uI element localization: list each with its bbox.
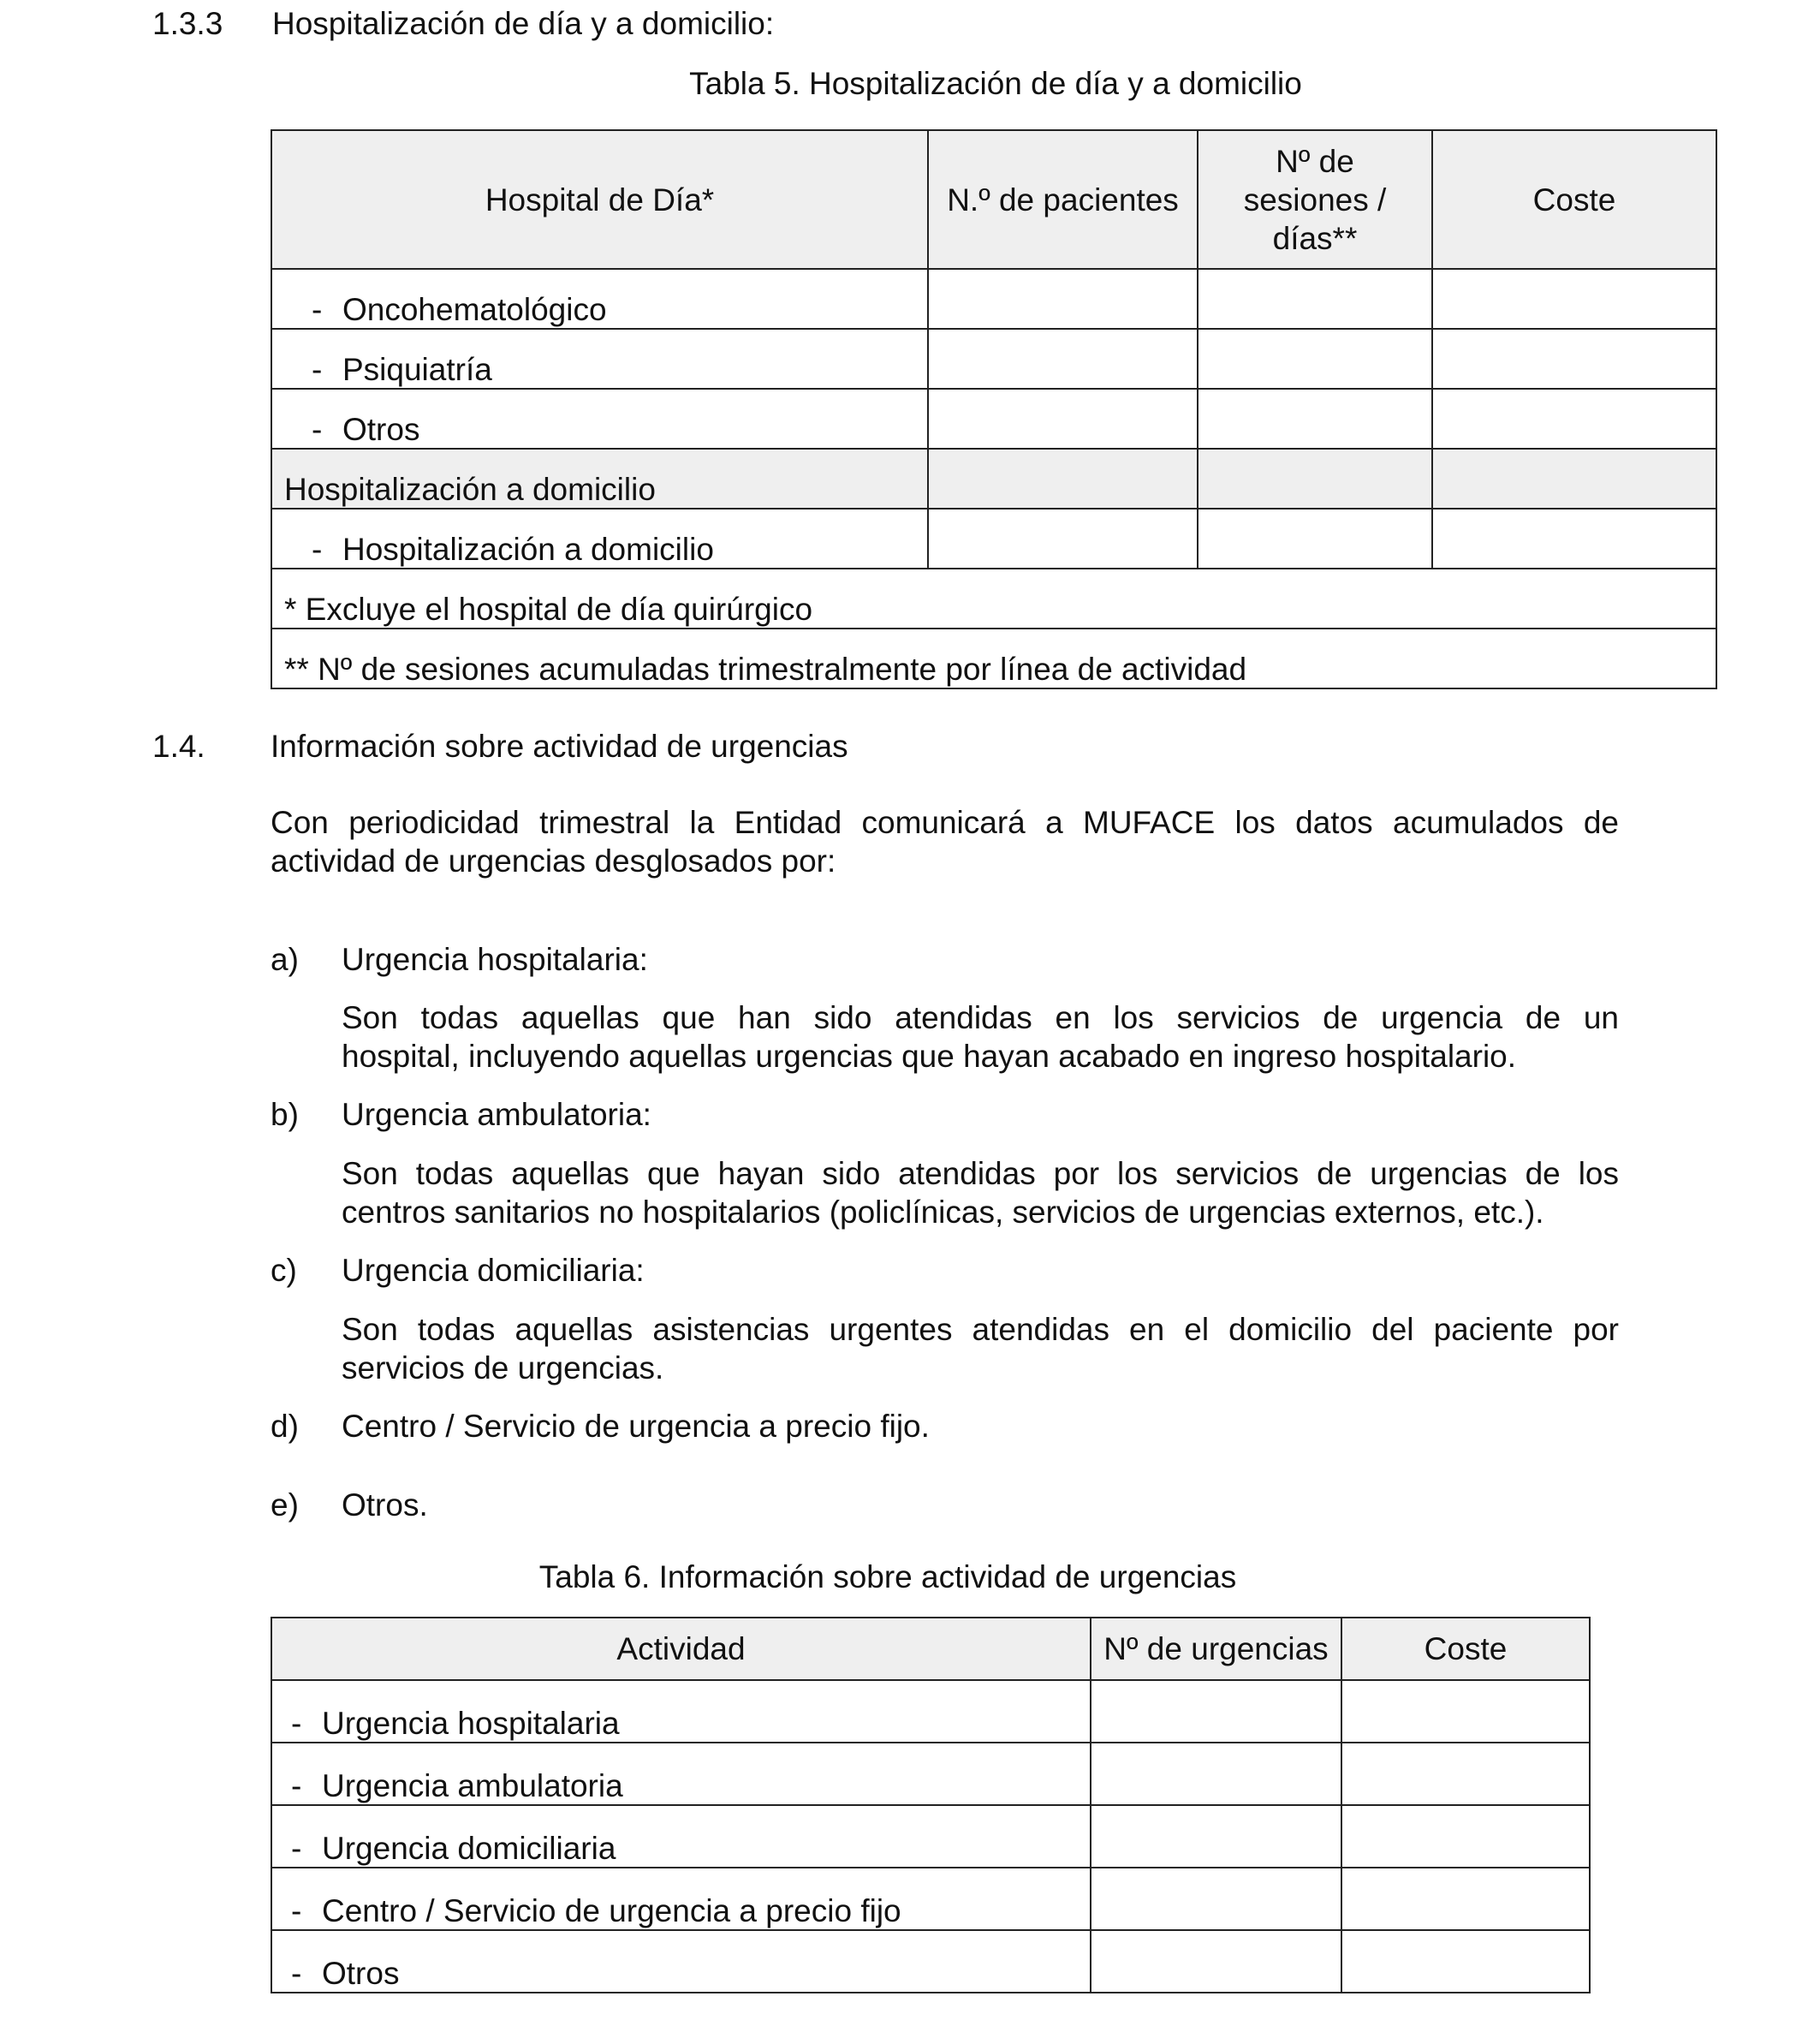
table-group-row (271, 449, 1716, 509)
row-label (271, 1805, 1091, 1868)
table-row (271, 269, 1716, 329)
dash-marker: - (312, 352, 323, 387)
table-cell (1341, 1868, 1590, 1930)
row-label-text: Urgencia domiciliaria (322, 1831, 616, 1866)
table-cell (1198, 329, 1432, 389)
paragraph-line: actividad de urgencias desglosados por: (271, 843, 836, 879)
table-row (271, 329, 1716, 389)
list-item-title: Centro / Servicio de urgencia a precio fijo. (342, 1409, 930, 1444)
column-header: Coste (1341, 1618, 1590, 1680)
row-label-text: Hospitalización a domicilio (342, 532, 714, 567)
list-item-letter: a) (271, 942, 299, 977)
table-cell (1432, 389, 1716, 449)
table-cell (1341, 1805, 1590, 1868)
list-item-letter: c) (271, 1253, 297, 1288)
table-cell (1432, 509, 1716, 569)
table-cell (928, 329, 1198, 389)
row-label (271, 269, 928, 329)
dash-marker: - (291, 1706, 302, 1741)
list-item-letter: b) (271, 1097, 299, 1132)
section-title: Información sobre actividad de urgencias (271, 729, 848, 764)
table-cell (1091, 1680, 1341, 1743)
table-header-row (271, 130, 1716, 269)
table-note: * Excluye el hospital de día quirúrgico (271, 569, 1716, 629)
list-item-letter: e) (271, 1487, 299, 1523)
table-cell (1341, 1743, 1590, 1805)
section-title: Hospitalización de día y a domicilio: (272, 6, 775, 41)
table-row (271, 389, 1716, 449)
table-header-row (271, 1618, 1590, 1680)
table-cell (1198, 269, 1432, 329)
dash-marker: - (291, 1831, 302, 1866)
list-item-description: Son todas aquellas que hayan sido atendidas por los servicios de urgencias de los (342, 1156, 1619, 1191)
row-label (271, 389, 928, 449)
table-cell (1091, 1868, 1341, 1930)
row-label (271, 1930, 1091, 1993)
dash-marker: - (291, 1768, 302, 1803)
table-row (271, 1868, 1590, 1930)
list-item-description: hospital, incluyendo aquellas urgencias que hayan acabado en ingreso hospitalario. (342, 1039, 1517, 1074)
group-label: Hospitalización a domicilio (271, 449, 928, 509)
row-label-text: Urgencia ambulatoria (322, 1768, 623, 1803)
table-note-row (271, 629, 1716, 688)
table-cell (928, 269, 1198, 329)
row-label (271, 1743, 1091, 1805)
table-cell (1091, 1805, 1341, 1868)
table-note: ** Nº de sesiones acumuladas trimestralmente por línea de actividad (271, 629, 1716, 688)
column-header (1198, 130, 1432, 269)
table-5 (271, 129, 1717, 689)
dash-marker: - (312, 292, 323, 327)
dash-marker: - (312, 412, 323, 447)
row-label-text: Oncohematológico (342, 292, 607, 327)
list-item-title: Otros. (342, 1487, 428, 1523)
row-label (271, 329, 928, 389)
list-item-title: Urgencia ambulatoria: (342, 1097, 651, 1132)
row-label (271, 509, 928, 569)
dash-marker: - (291, 1956, 302, 1991)
column-header: Actividad (271, 1618, 1091, 1680)
table-cell (1198, 509, 1432, 569)
table-cell (1432, 329, 1716, 389)
row-label-text: Otros (322, 1956, 400, 1991)
column-header: N.º de pacientes (928, 130, 1198, 269)
column-header: Nº de urgencias (1091, 1618, 1341, 1680)
table-cell (1091, 1930, 1341, 1993)
row-label-text: Psiquiatría (342, 352, 492, 387)
table-cell (1198, 449, 1432, 509)
header-line: sesiones / (1243, 182, 1387, 218)
row-label (271, 1868, 1091, 1930)
header-line: días** (1272, 220, 1358, 256)
list-item-title: Urgencia hospitalaria: (342, 942, 648, 977)
list-item-description: servicios de urgencias. (342, 1350, 664, 1385)
row-label-text: Centro / Servicio de urgencia a precio fijo (322, 1893, 901, 1928)
table-cell (1341, 1930, 1590, 1993)
list-item-description: Son todas aquellas que han sido atendidas en los servicios de urgencia de un (342, 1000, 1619, 1035)
table-row (271, 1743, 1590, 1805)
paragraph-line: Con periodicidad trimestral la Entidad comunicará a MUFACE los datos acumulados de (271, 805, 1619, 840)
table-caption: Tabla 6. Información sobre actividad de urgencias (538, 1559, 1237, 1594)
table-cell (1432, 269, 1716, 329)
column-header: Coste (1432, 130, 1716, 269)
row-label-text: Urgencia hospitalaria (322, 1706, 620, 1741)
list-item-description: Son todas aquellas asistencias urgentes atendidas en el domicilio del paciente por (342, 1312, 1619, 1347)
table-cell (1341, 1680, 1590, 1743)
section-number: 1.3.3 (152, 6, 223, 41)
row-label (271, 1680, 1091, 1743)
table-cell (1091, 1743, 1341, 1805)
table-row (271, 1930, 1590, 1993)
dash-marker: - (312, 532, 323, 567)
table-cell (1198, 389, 1432, 449)
section-number: 1.4. (152, 729, 205, 764)
table-6 (271, 1617, 1591, 1993)
table-cell (928, 389, 1198, 449)
dash-marker: - (291, 1893, 302, 1928)
column-header: Hospital de Día* (271, 130, 928, 269)
table-cell (928, 509, 1198, 569)
table-cell (928, 449, 1198, 509)
list-item-description: centros sanitarios no hospitalarios (policlínicas, servicios de urgencias externos, etc.). (342, 1195, 1544, 1230)
table-row (271, 509, 1716, 569)
table-row (271, 1805, 1590, 1868)
table-row (271, 1680, 1590, 1743)
row-label-text: Otros (342, 412, 420, 447)
table-cell (1432, 449, 1716, 509)
header-line: Nº de (1276, 143, 1354, 179)
list-item-title: Urgencia domiciliaria: (342, 1253, 645, 1288)
table-note-row (271, 569, 1716, 629)
list-item-letter: d) (271, 1409, 299, 1444)
table-caption: Tabla 5. Hospitalización de día y a domicilio (689, 66, 1302, 101)
